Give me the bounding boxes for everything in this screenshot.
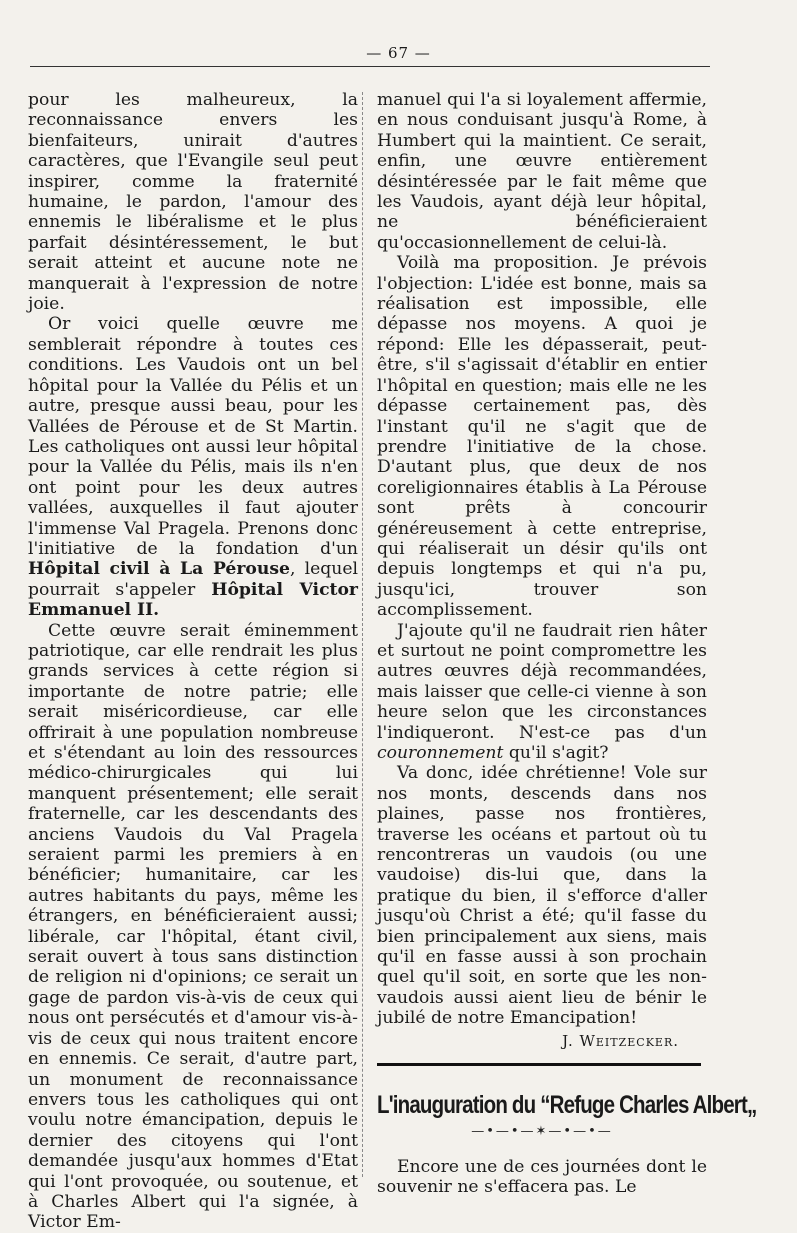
paragraph-text: , lequel pourrait s'appeler bbox=[28, 559, 358, 600]
paragraph-text: J'ajoute qu'il ne faudrait rien hâter et surtout ne point compromettre les autres œuvres déjà recommandées, mais laisser que celle-ci vienne à son heure selon que les circonstances l'indiqueront. N'est-ce pas d'un bbox=[377, 620, 707, 743]
signature: J. Weitzecker. bbox=[562, 1031, 679, 1050]
paragraph: Va donc, idée chrétienne! Vole sur nos monts, descends dans nos plaines, passe nos frontières, traverse les océans et partout où tu rencontreras un vaudois (ou une vaudoise) dis-lui que, dans la pratique du bien, il s'efforce d'aller jusqu'où Christ a été; qu'il fasse du bien principalement aux siens, mais qu'il en fasse aussi à son prochain quel qu'il soit, en sorte que les non-vaudois aussi aient lieu de bénir le jubilé de notre Emancipation! bbox=[377, 763, 707, 1029]
paragraph: Cette œuvre serait éminemment patriotique, car elle rendrait les plus grands services à cette région si importante de notre patrie; elle serait miséricordieuse, car elle offrirait à une population nombreuse et s'étendant au loin des ressources médico-chirurgicales qui lui manquent présentement; elle serait fraternelle, car les descendants des anciens Vaudois du Val Pragela seraient parmi les premiers à en bénéficier; humanitaire, car les autres habitants du pays, même les étrangers, en bénéficieraient aussi; libérale, car l'hôpital, étant civil, serait ouvert à tous sans distinction de religion ni d'opinions; ce serait un gage de pardon vis-à-vis de ceux qui nous ont persécutés et d'amour vis-à-vis de ceux qui nous traitent encore en ennemis. Ce serait, d'autre part, un monument de reconnaissance envers tous les catholiques qui ont voulu notre émancipation, depuis le dernier des citoyens qui l'ont demandée jusqu'aux hommes d'Etat qui l'ont provoquée, ou soutenue, et à Charles Albert qui l'a signée, à Victor Em- bbox=[28, 620, 358, 1233]
paragraph-text: qu'il s'agit? bbox=[503, 743, 609, 763]
paragraph: Voilà ma proposition. Je prévois l'objection: L'idée est bonne, mais sa réalisation est impossible, elle dépasse nos moyens. A quoi je répond: Elle les dépasserait, peut-être, s'il s'agissait d'établir en entier l'hôpital en question; mais elle ne les dépasse certainement pas, dès l'instant qu'il ne s'agit que de prendre l'initiative de la chose. D'autant plus, que deux de nos coreligionnaires établis à La Pérouse sont prêts à concourir généreusement à cette entreprise, qui réaliserait un désir qu'ils ont depuis longtemps et qui n'a pu, jusqu'ici, trouver son accomplissement. bbox=[377, 253, 707, 621]
paragraph: manuel qui l'a si loyalement affermie, en nous conduisant jusqu'à Rome, à Humbert qui la maintient. Ce serait, enfin, une œuvre entièrement désintéressée par le fait même que les Vaudois, ayant déjà leur hôpital, ne bénéficieraient qu'occasionnellement de celui-là. bbox=[377, 90, 707, 253]
section-rule bbox=[377, 1063, 701, 1066]
paragraph bbox=[377, 621, 707, 764]
page-number: — 67 — bbox=[366, 44, 431, 62]
hospital-name-bold: Hôpital civil à La Pérouse bbox=[28, 559, 290, 580]
header-rule bbox=[30, 66, 710, 67]
column-left bbox=[28, 90, 358, 1233]
ornament-divider: —•—•—✶—•—•— bbox=[471, 1124, 613, 1140]
paragraph: pour les malheureux, la reconnaissance envers les bienfaiteurs, unirait d'autres caractères, que l'Evangile seul peut inspirer, comme la fraternité humaine, le pardon, l'amour des ennemis le libéralisme et le plus parfait désintéressement, le but serait atteint et aucune note ne manquerait à l'expression de notre joie. bbox=[28, 90, 358, 315]
column-divider bbox=[362, 92, 363, 1177]
column-right bbox=[377, 90, 757, 1197]
paragraph-text: Or voici quelle œuvre me semblerait répondre à toutes ces conditions. Les Vaudois ont un bel hôpital pour la Vallée du Pélis et un autre, presque aussi beau, pour les Vallées de Pérouse et de St Martin. Les catholiques ont aussi leur hôpital pour la Vallée du Pélis, mais ils n'en ont point pour les deux autres vallées, auxquelles il faut ajouter l'immense Val Pragela. Prenons donc l'initiative de la fondation d'un bbox=[28, 314, 358, 559]
hospital-name-bold: Hôpital Victor Emmanuel II. bbox=[28, 579, 358, 621]
section-title: L'inauguration du “Refuge Charles Albert„ bbox=[377, 1091, 757, 1120]
emphasis-italic: couronnement bbox=[377, 743, 504, 763]
paragraph: Encore une de ces journées dont le souvenir ne s'effacera pas. Le bbox=[377, 1156, 707, 1197]
paragraph bbox=[28, 314, 358, 620]
